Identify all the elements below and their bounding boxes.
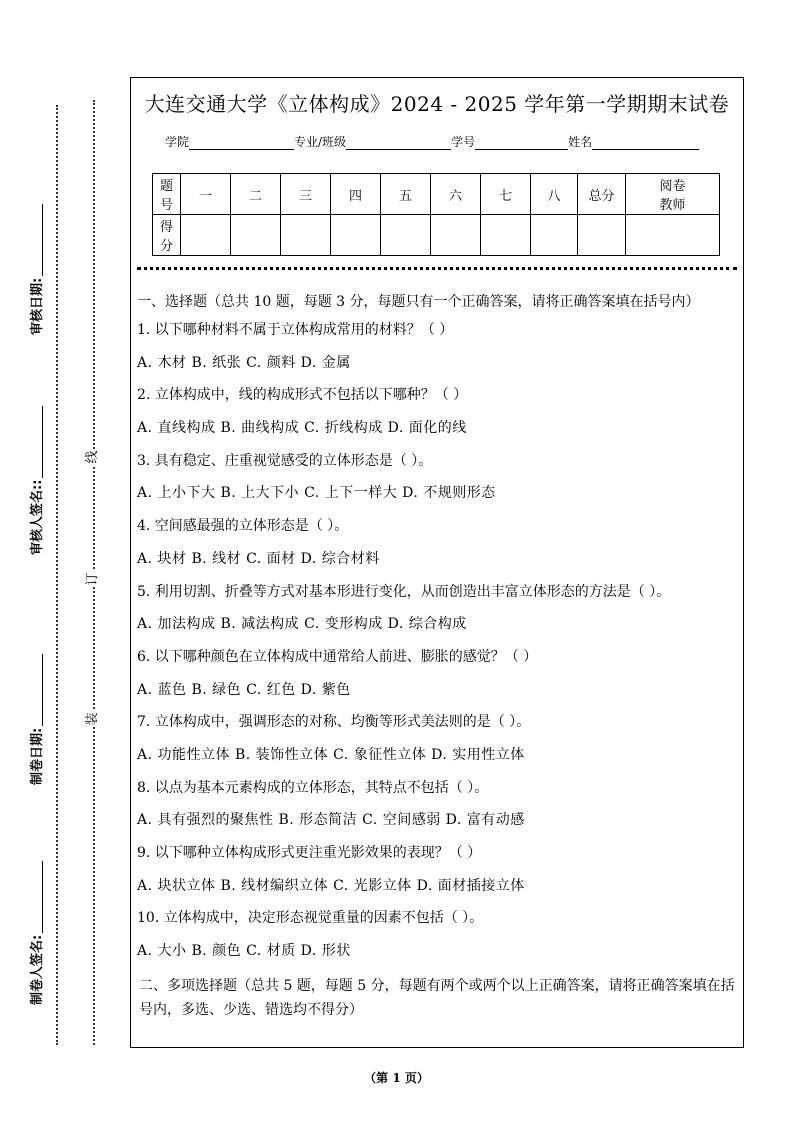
- question-2-options: A. 直线构成 B. 曲线构成 C. 折线构成 D. 面化的线: [137, 420, 467, 437]
- score-table: [152, 173, 720, 256]
- exam-title: 大连交通大学《立体构成》2024 - 2025 学年第一学期期末试卷: [144, 92, 730, 116]
- score-cell-2[interactable]: [231, 215, 281, 256]
- header-cell-total: 总分: [578, 174, 626, 215]
- question-8: 8. 以点为基本元素构成的立体形态，其特点不包括（ ）。: [137, 779, 489, 796]
- name-label: 姓名: [568, 135, 593, 149]
- question-10-options: A. 大小 B. 颜色 C. 材质 D. 形状: [137, 943, 351, 960]
- score-cell-6[interactable]: [431, 215, 481, 256]
- exam-frame: [130, 77, 744, 1048]
- question-7-options: A. 功能性立体 B. 装饰性立体 C. 象征性立体 D. 实用性立体: [137, 746, 525, 763]
- question-9: 9. 以下哪种立体构成形式更注重光影效果的表现？（ ）: [137, 845, 482, 861]
- name-field[interactable]: [592, 137, 699, 150]
- header-cell-4: 四: [331, 174, 381, 215]
- question-1-options: A. 木材 B. 纸张 C. 颜料 D. 金属: [137, 354, 351, 371]
- score-cell-4[interactable]: [331, 215, 381, 256]
- score-table-score-row: [153, 215, 720, 256]
- question-5: 5. 利用切割、折叠等方式对基本形进行变化，从而创造出丰富立体形态的方法是（ ）。: [137, 583, 671, 600]
- question-7: 7. 立体构成中，强调形态的对称、均衡等形式美法则的是（ ）。: [137, 714, 531, 731]
- student-info-line: [165, 133, 699, 150]
- reviewer-signature-label: 审核人签名::: [29, 479, 45, 555]
- header-cell-7: 七: [481, 174, 531, 215]
- binding-char-zhuang: 装: [85, 712, 100, 726]
- question-10: 10. 立体构成中，决定形态视觉重量的因素不包括（ ）。: [137, 910, 484, 927]
- binding-char-xian: 线: [85, 450, 100, 464]
- section-1-heading: 一、选择题（总共 10 题，每题 3 分，每题只有一个正确答案，请将正确答案填在括号内）: [137, 294, 700, 310]
- maker-signature-field[interactable]: [25, 855, 45, 1005]
- score-row-label: 得 分: [153, 215, 181, 256]
- header-cell-3: 三: [281, 174, 331, 215]
- student-id-field[interactable]: [475, 137, 568, 150]
- make-date-field[interactable]: [25, 635, 45, 785]
- question-9-options: A. 块状立体 B. 线材编织立体 C. 光影立体 D. 面材插接立体: [137, 877, 525, 894]
- major-field[interactable]: [346, 137, 451, 150]
- question-6: 6. 以下哪种颜色在立体构成中通常给人前进、膨胀的感觉？（ ）: [137, 648, 538, 665]
- question-3-options: A. 上小下大 B. 上大下小 C. 上下一样大 D. 不规则形态: [137, 485, 496, 502]
- score-cell-total[interactable]: [578, 215, 626, 256]
- score-cell-3[interactable]: [281, 215, 331, 256]
- question-4-options: A. 块材 B. 线材 C. 面材 D. 综合材料: [137, 550, 380, 567]
- question-2: 2. 立体构成中，线的构成形式不包括以下哪种？（ ）: [137, 387, 468, 404]
- make-date-label: 制卷日期:: [29, 727, 45, 785]
- question-5-options: A. 加法构成 B. 减法构成 C. 变形构成 D. 综合构成: [137, 616, 467, 633]
- student-id-label: 学号: [451, 135, 476, 149]
- header-cell-8: 八: [531, 174, 578, 215]
- question-8-options: A. 具有强烈的聚焦性 B. 形态简洁 C. 空间感弱 D. 富有动感: [137, 812, 525, 829]
- exam-content: [137, 290, 739, 1022]
- score-cell-reviewer[interactable]: [626, 215, 720, 256]
- header-cell-5: 五: [381, 174, 431, 215]
- page-footer: （第 1 页）: [364, 1071, 429, 1085]
- header-cell-reviewer: 阅卷 教师: [626, 174, 720, 215]
- question-3: 3. 具有稳定、庄重视觉感受的立体形态是（ ）。: [137, 452, 433, 469]
- score-table-header-row: [153, 174, 720, 215]
- header-cell-2: 二: [231, 174, 281, 215]
- question-4: 4. 空间感最强的立体形态是（ ）。: [137, 518, 349, 535]
- major-label: 专业/班级: [294, 135, 347, 149]
- score-cell-5[interactable]: [381, 215, 431, 256]
- dotted-separator: [137, 267, 737, 270]
- score-cell-1[interactable]: [181, 215, 231, 256]
- header-cell-1: 一: [181, 174, 231, 215]
- college-label: 学院: [165, 135, 190, 149]
- review-date-field[interactable]: [25, 185, 45, 335]
- reviewer-signature-field[interactable]: [25, 405, 45, 555]
- maker-signature-label: 制卷人签名:: [29, 934, 45, 1005]
- binding-dotted-line-outer: [56, 105, 58, 1045]
- question-list: [137, 314, 739, 968]
- header-cell-6: 六: [431, 174, 481, 215]
- score-cell-8[interactable]: [531, 215, 578, 256]
- college-field[interactable]: [189, 137, 294, 150]
- section-2-heading: 二、多项选择题（总共 5 题，每题 5 分，每题有两个或两个以上正确答案，请将正确答案填在括号内，多选、少选、错选均不得分）: [139, 977, 735, 1018]
- binding-char-ding: 订: [85, 572, 100, 586]
- question-1: 1. 以下哪种材料不属于立体构成常用的材料？（ ）: [137, 322, 454, 338]
- review-date-label: 审核日期:: [29, 277, 45, 335]
- question-6-options: A. 蓝色 B. 绿色 C. 红色 D. 紫色: [137, 681, 351, 698]
- score-cell-7[interactable]: [481, 215, 531, 256]
- header-cell-question-no: 题 号: [153, 174, 181, 215]
